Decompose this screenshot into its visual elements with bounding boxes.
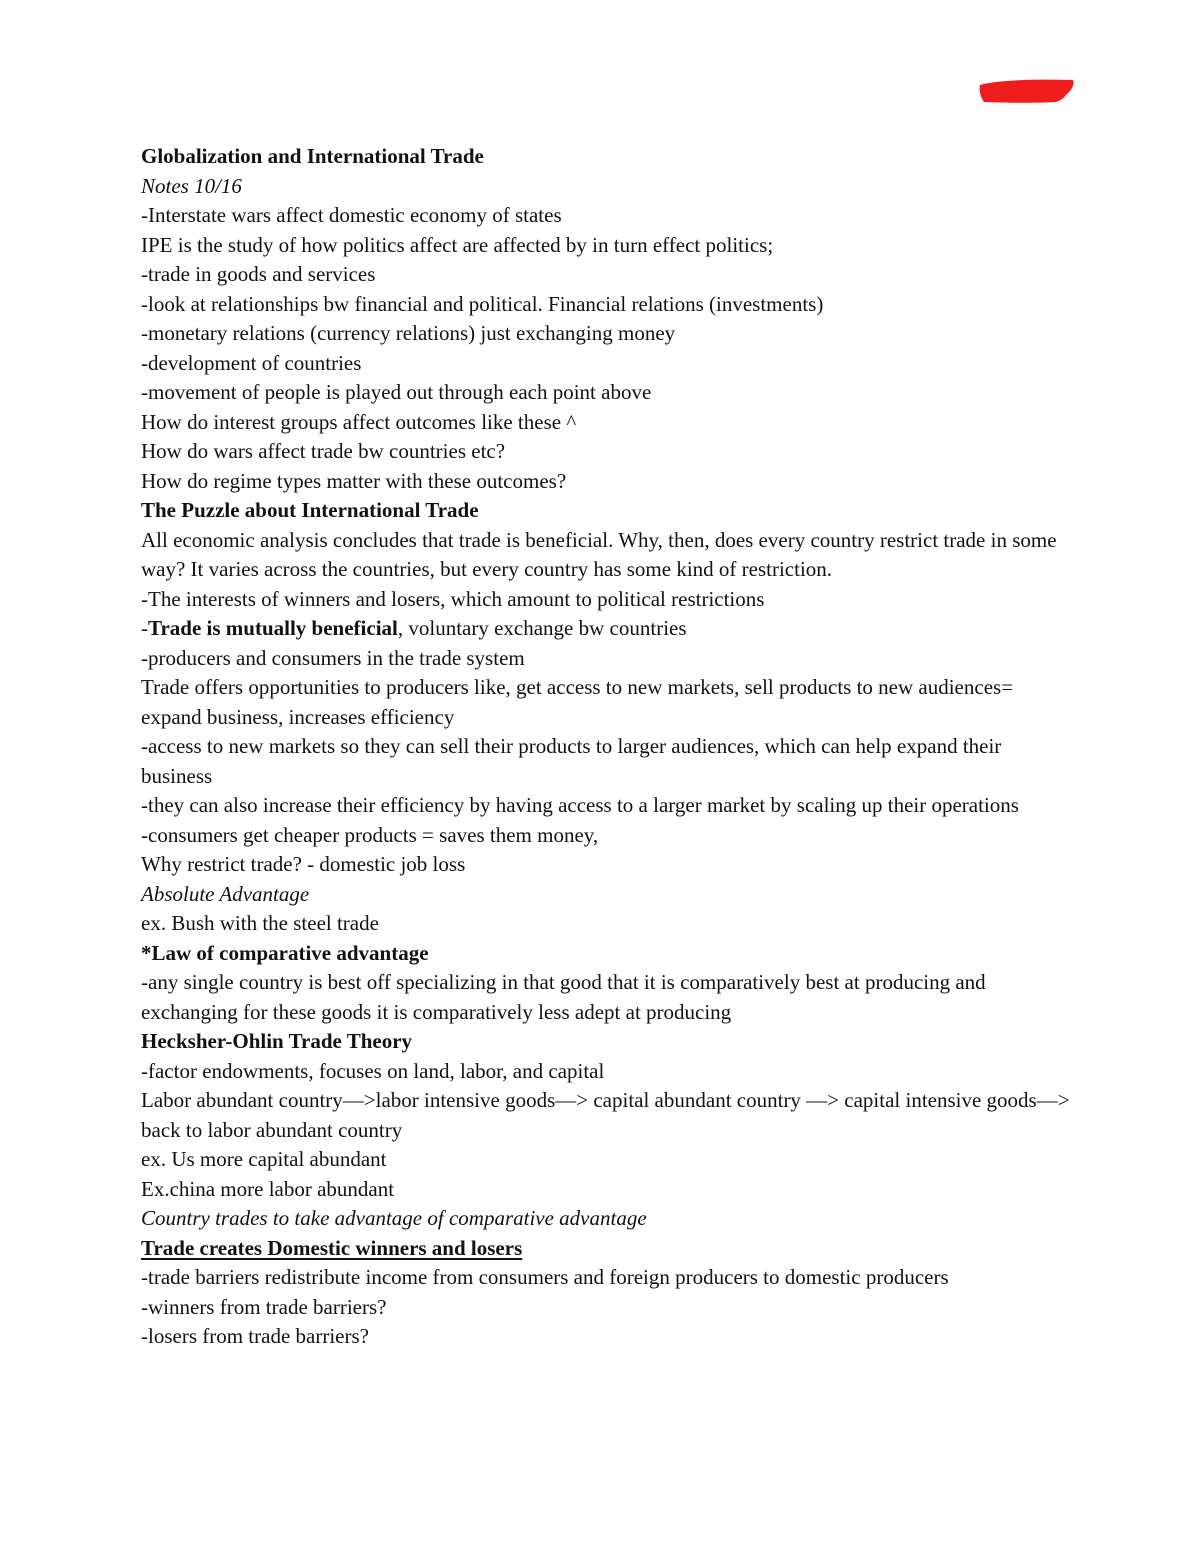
intro-line: How do interest groups affect outcomes like these ^	[141, 409, 577, 434]
section-heading-winners-losers: Trade creates Domestic winners and losers	[141, 1235, 523, 1260]
intro-line: IPE is the study of how politics affect are affected by in turn effect politics;	[141, 232, 774, 257]
paragraph: -losers from trade barriers?	[141, 1324, 369, 1348]
intro-line: -movement of people is played out through each point above	[141, 380, 652, 404]
notes-date: Notes 10/16	[141, 173, 242, 198]
paragraph: ex. Us more capital abundant	[141, 1147, 387, 1171]
paragraph: -winners from trade barriers?	[141, 1294, 387, 1319]
paragraph: -any single country is best off specializing in that good that it is comparatively best at producing and exchanging for these goods it is comparatively less adept at producing	[141, 970, 986, 1024]
paragraph-mutually-beneficial	[141, 614, 1071, 644]
paragraph: Ex.china more labor abundant	[141, 1176, 395, 1201]
red-redaction-mark	[976, 76, 1076, 104]
intro-line: -monetary relations (currency relations) just exchanging money	[141, 321, 676, 345]
paragraph: -access to new markets so they can sell their products to larger audiences, which can help expand their business	[141, 734, 1002, 788]
paragraph: Why restrict trade? - domestic job loss	[141, 852, 466, 876]
paragraph: -trade barriers redistribute income from consumers and foreign producers to domestic producers	[141, 1265, 949, 1289]
notes-body	[141, 142, 1071, 1352]
bold-phrase: Trade is mutually beneficial	[148, 616, 398, 640]
paragraph: -factor endowments, focuses on land, labor, and capital	[141, 1058, 605, 1083]
intro-line: How do wars affect trade bw countries etc?	[141, 439, 506, 463]
intro-line: -development of countries	[141, 350, 362, 375]
intro-line: -trade in goods and services	[141, 262, 376, 286]
paragraph: ex. Bush with the steel trade	[141, 911, 379, 935]
paragraph: -producers and consumers in the trade system	[141, 645, 525, 670]
paragraph: -they can also increase their efficiency by having access to a larger market by scaling up their operations	[141, 793, 1019, 817]
paragraph: Labor abundant country—>labor intensive goods—> capital abundant country —> capital intensive goods—> back to labor abundant country	[141, 1088, 1070, 1142]
section-heading-heckscher-ohlin: Hecksher-Ohlin Trade Theory	[141, 1029, 413, 1053]
intro-line: How do regime types matter with these outcomes?	[141, 468, 567, 493]
section-heading-absolute-advantage: Absolute Advantage	[141, 881, 310, 906]
paragraph: -The interests of winners and losers, which amount to political restrictions	[141, 586, 765, 611]
section-heading-puzzle: The Puzzle about International Trade	[141, 498, 479, 522]
paragraph: Trade offers opportunities to producers like, get access to new markets, sell products to new audiences= expand business, increases efficiency	[141, 675, 1014, 729]
document-title: Globalization and International Trade	[141, 144, 484, 168]
paragraph: -consumers get cheaper products = saves them money,	[141, 822, 599, 847]
phrase-rest: , voluntary exchange bw countries	[397, 616, 687, 640]
dash: -	[141, 616, 148, 640]
intro-line: -Interstate wars affect domestic economy of states	[141, 203, 562, 227]
intro-line: -look at relationships bw financial and political. Financial relations (investments)	[141, 291, 824, 316]
italic-note: Country trades to take advantage of comparative advantage	[141, 1206, 647, 1230]
section-heading-comparative-advantage: *Law of comparative advantage	[141, 940, 429, 965]
paragraph: All economic analysis concludes that trade is beneficial. Why, then, does every country restrict trade in some way? It varies across the countries, but every country has some kind of restriction.	[141, 527, 1057, 581]
